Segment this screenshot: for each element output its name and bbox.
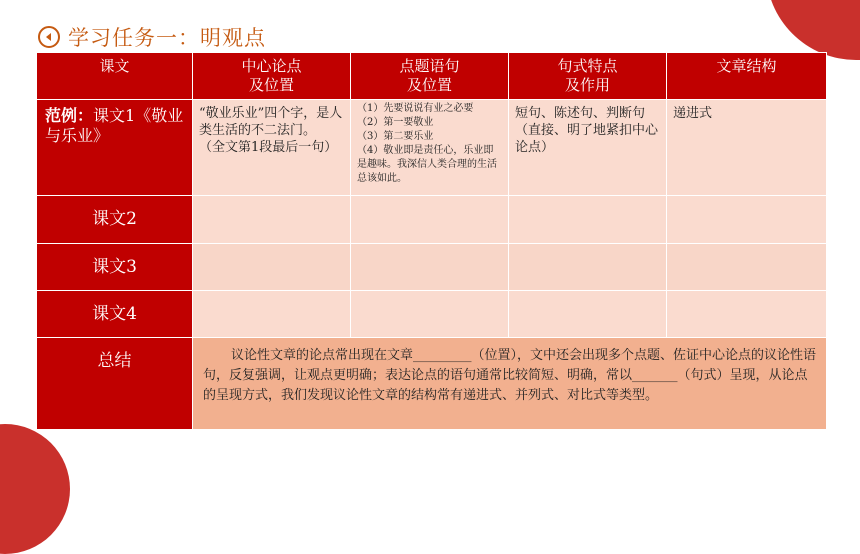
page-title: 学习任务一：明观点 <box>68 26 266 50</box>
input-cell[interactable] <box>351 290 509 337</box>
row-label: 课文3 <box>37 243 193 290</box>
back-arrow-icon[interactable] <box>38 26 60 48</box>
cell-structure: 递进式 <box>667 100 827 196</box>
cell-key-sentences: （1）先要说说有业之必要 （2）第一要敬业 （3）第二要乐业 （4）敬业即是责任心，乐业即是趣味。我深信人类合理的生活总该如此。 <box>351 100 509 196</box>
input-cell[interactable] <box>193 196 351 243</box>
cell-center-point: “敬业乐业”四个字，是人类生活的不二法门。 （全文第1段最后一句） <box>193 100 351 196</box>
input-cell[interactable] <box>667 243 827 290</box>
table-row-summary <box>37 337 827 429</box>
col-header-text: 课文 <box>37 53 193 100</box>
input-cell[interactable] <box>351 243 509 290</box>
input-cell[interactable] <box>193 290 351 337</box>
col-header-sentence-features: 句式特点 及作用 <box>509 53 667 100</box>
cell-sentence-features: 短句、陈述句、判断句 （直接、明了地紧扣中心论点） <box>509 100 667 196</box>
input-cell[interactable] <box>193 243 351 290</box>
input-cell[interactable] <box>667 290 827 337</box>
summary-text: 议论性文章的论点常出现在文章_________（位置），文中还会出现多个点题、佐证中心论点的议论性语句，反复强调，让观点更明确；表达论点的语句通常比较简短、明确，常以_______（句式）呈现，从论点的呈现方式，我们发现议论性文章的结构常有递进式、并列式、对比式等类型。 <box>203 347 817 403</box>
input-cell[interactable] <box>667 196 827 243</box>
input-cell[interactable] <box>509 290 667 337</box>
table-row <box>37 196 827 243</box>
col-header-center-point: 中心论点 及位置 <box>193 53 351 100</box>
row-label-summary: 总结 <box>37 337 193 429</box>
summary-cell <box>193 337 827 429</box>
decor-bottom-left-shape <box>0 424 70 554</box>
row-label-example <box>37 100 193 196</box>
row-label: 课文2 <box>37 196 193 243</box>
example-label-title: 课文1《敬业与乐业》 <box>45 106 184 146</box>
col-header-structure: 文章结构 <box>667 53 827 100</box>
example-label-prefix: 范例： <box>45 106 94 126</box>
table-row-example <box>37 100 827 196</box>
table-row <box>37 290 827 337</box>
input-cell[interactable] <box>509 243 667 290</box>
col-header-key-sentences: 点题语句 及位置 <box>351 53 509 100</box>
decor-top-right-shape <box>766 0 860 60</box>
task-table-wrapper <box>36 52 826 430</box>
task-table <box>36 52 827 430</box>
table-header-row <box>37 53 827 100</box>
table-row <box>37 243 827 290</box>
page-header <box>38 23 266 51</box>
input-cell[interactable] <box>351 196 509 243</box>
row-label: 课文4 <box>37 290 193 337</box>
input-cell[interactable] <box>509 196 667 243</box>
